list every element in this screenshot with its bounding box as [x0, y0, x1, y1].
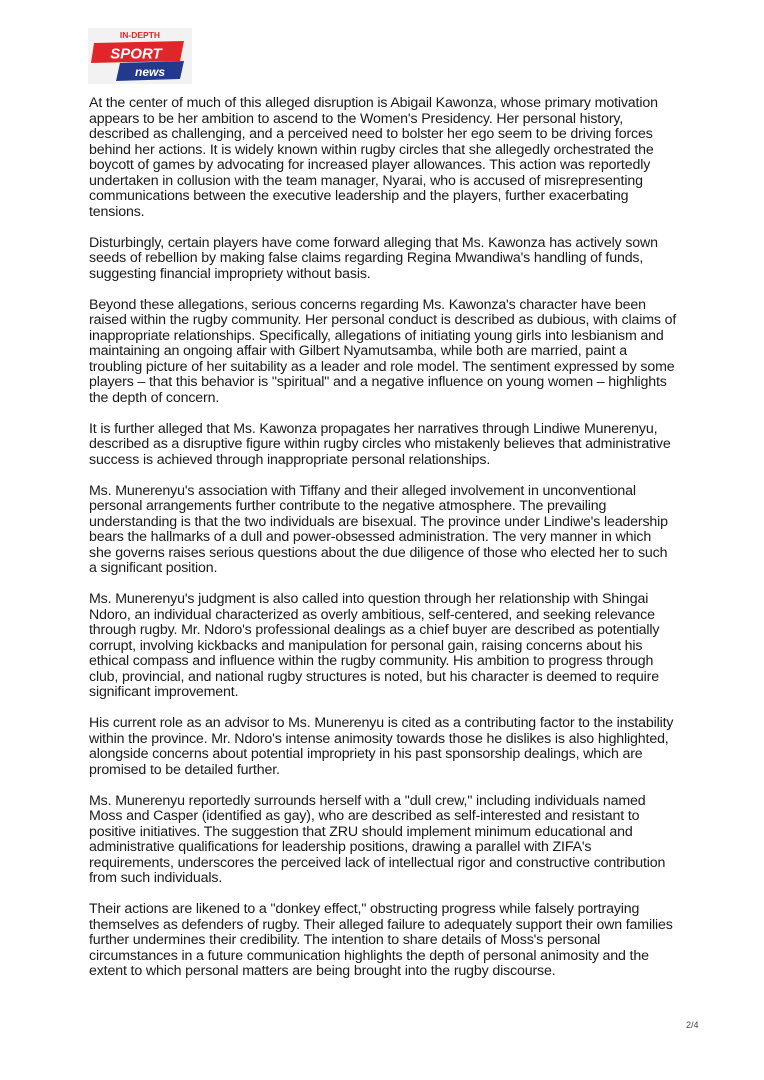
logo-top-text: IN-DEPTH [119, 30, 161, 40]
logo-middle-text: SPORT [110, 45, 162, 63]
paragraph-2: Disturbingly, certain players have come forward alleging that Ms. Kawonza has actively sown seeds of rebellion by making false claims regarding Regina Mwandiwa's handling of funds, suggesting financial impropriety without basis. [89, 234, 658, 282]
in-depth-sport-news-logo [88, 28, 192, 84]
paragraph-4: It is further alleged that Ms. Kawonza propagates her narratives through Lindiwe Munerenyu, described as a disruptive figure within rugby circles who mistakenly believes that administrative success is achieved through inappropriate personal relationships. [89, 420, 671, 468]
paragraph-1: At the center of much of this alleged disruption is Abigail Kawonza, whose primary motivation appears to be her ambition to ascend to the Women's Presidency. Her personal history, described as challenging, and a perceived need to bolster her ego seem to be driving forces behind her actions. It is widely known within rugby circles that she allegedly orchestrated the boycott of games by advocating for increased player allowances. This action was reportedly undertaken in collusion with the team manager, Nyarai, who is accused of misrepresenting communications between the executive leadership and the players, further exacerbating tensions. [89, 95, 658, 220]
paragraph-6: Ms. Munerenyu's judgment is also called into question through her relationship with Shingai Ndoro, an individual characterized as overly ambitious, self-centered, and seeking relevance through rugby. Mr. Ndoro's professional dealings as a chief buyer are described as potentially corrupt, involving kickbacks and manipulation for personal gain, raising concerns about his ethical compass and influence within the rugby community. His ambition to progress through club, provincial, and national rugby structures is noted, but his character is deemed to require significant improvement. [89, 591, 660, 700]
page-number: 2/4 [686, 1020, 699, 1030]
paragraph-7: His current role as an advisor to Ms. Munerenyu is cited as a contributing factor to the instability within the province. Mr. Ndoro's intense animosity towards those he dislikes is also highlighted, alongside concerns about potential impropriety in his past sponsorship dealings, which are promised to be detailed further. [89, 715, 674, 778]
paragraph-5: Ms. Munerenyu's association with Tiffany and their alleged involvement in unconventional personal arrangements further contribute to the negative atmosphere. The prevailing understanding is that the two individuals are bisexual. The province under Lindiwe's leadership bears the hallmarks of a dull and power-obsessed administration. The very manner in which she governs raises serious questions about the due diligence of those who elected her to such a significant position. [89, 482, 668, 576]
paragraph-9: Their actions are likened to a "donkey effect," obstructing progress while falsely portraying themselves as defenders of rugby. Their alleged failure to adequately support their own families further undermines their credibility. The intention to share details of Moss's personal circumstances in a future communication highlights the depth of personal animosity and the extent to which personal matters are being brought into the rugby discourse. [89, 901, 673, 979]
paragraph-8: Ms. Munerenyu reportedly surrounds herself with a "dull crew," including individuals named Moss and Casper (identified as gay), who are described as self-interested and resistant to positive initiatives. The suggestion that ZRU should implement minimum educational and administrative qualifications for leadership positions, drawing a parallel with ZIFA's requirements, underscores the perceived lack of intellectual rigor and constructive contribution from such individuals. [89, 792, 666, 886]
paragraph-3: Beyond these allegations, serious concerns regarding Ms. Kawonza's character have been raised within the rugby community. Her personal conduct is described as dubious, with claims of inappropriate relationships. Specifically, allegations of initiating young girls into lesbianism and maintaining an ongoing affair with Gilbert Nyamutsamba, while both are married, paint a troubling picture of her suitability as a leader and role model. The sentiment expressed by some players – that this behavior is "spiritual" and a negative influence on young women – highlights the depth of concern. [89, 296, 677, 406]
article-body [89, 96, 677, 995]
logo-bottom-text: news [134, 65, 166, 79]
